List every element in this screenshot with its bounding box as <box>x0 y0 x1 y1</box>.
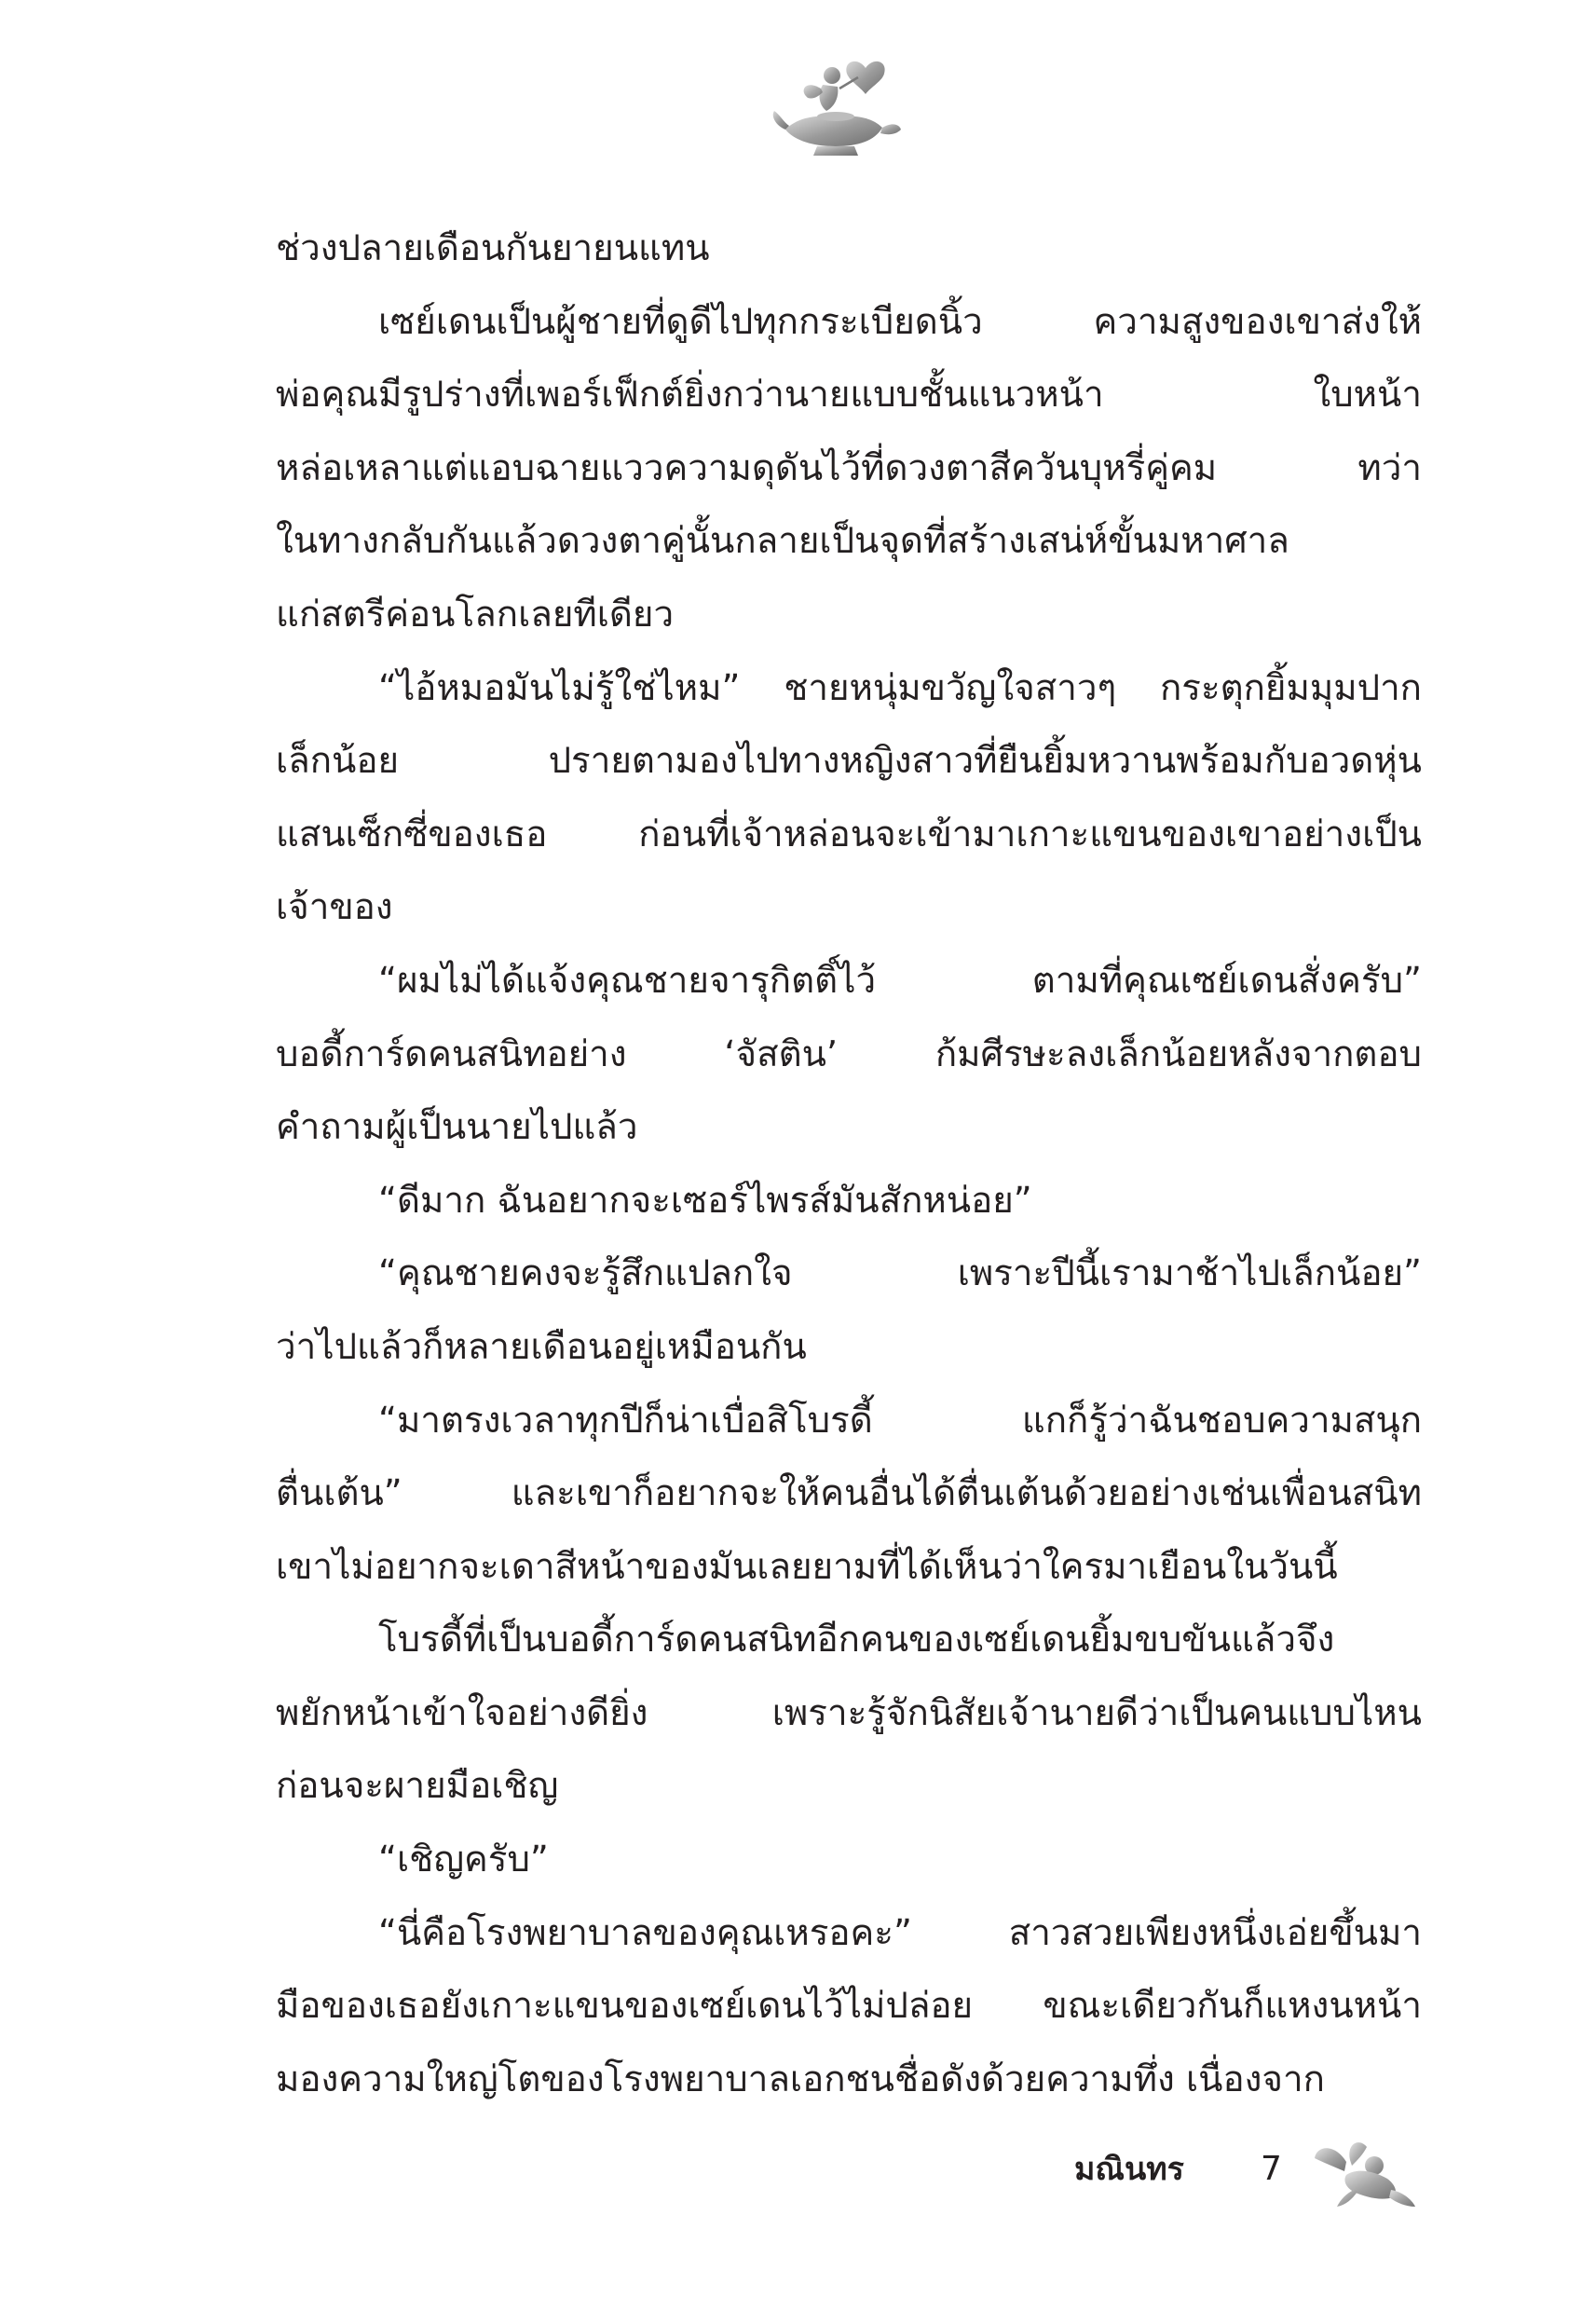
paragraph <box>276 1165 1422 1238</box>
text-line: แสนเซ็กซี่ของเธอ ก่อนที่เจ้าหล่อนจะเข้ามาเกาะแขนของเขาอย่างเป็น <box>276 813 1422 855</box>
text-line: “มาตรงเวลาทุกปีก็น่าเบื่อสิโบรดี้ แกก็รู้ว่าฉันชอบความสนุก <box>378 1399 1422 1442</box>
paragraph <box>276 1824 1422 1897</box>
cupid-teapot-ornament-icon <box>765 51 905 163</box>
text-line: ตื่นเต้น” และเขาก็อยากจะให้คนอื่นได้ตื่นเต้นด้วยอย่างเช่นเพื่อนสนิท <box>276 1472 1422 1515</box>
text-line: พยักหน้าเข้าใจอย่างดียิ่ง เพราะรู้จักนิสัยเจ้านายดีว่าเป็นคนแบบไหน <box>276 1691 1422 1734</box>
text-line: “ดีมาก ฉันอยากจะเซอร์ไพรส์มันสักหน่อย” <box>378 1179 1032 1222</box>
paragraph <box>276 1897 1422 2117</box>
text-line: เขาไม่อยากจะเดาสีหน้าของมันเลยยามที่ได้เห็นว่าใครมาเยือนในวันนี้ <box>276 1545 1338 1588</box>
text-line: “เชิญครับ” <box>378 1839 549 1881</box>
text-line: ก่อนจะผายมือเชิญ <box>276 1765 559 1808</box>
paragraph <box>276 286 1422 652</box>
text-line: “นี่คือโรงพยาบาลของคุณเหรอคะ” สาวสวยเพียงหนึ่งเอ่ยขึ้นมา <box>378 1911 1422 1954</box>
text-line: มองความใหญ่โตของโรงพยาบาลเอกชนชื่อดังด้วยความทึ่ง เนื่องจาก <box>276 2058 1325 2100</box>
text-line: “คุณชายคงจะรู้สึกแปลกใจ เพราะปีนี้เรามาช้าไปเล็กน้อย” <box>378 1252 1422 1295</box>
paragraph <box>276 1238 1422 1384</box>
text-line: โบรดี้ที่เป็นบอดี้การ์ดคนสนิทอีกคนของเซย์เดนยิ้มขบขันแล้วจึง <box>378 1619 1335 1661</box>
text-line: เล็กน้อย ปรายตามองไปทางหญิงสาวที่ยืนยิ้มหวานพร้อมกับอวดหุ่น <box>276 740 1422 783</box>
text-line: แก่สตรีค่อนโลกเลยทีเดียว <box>276 593 675 636</box>
text-line: คำถามผู้เป็นนายไปแล้ว <box>276 1106 638 1149</box>
page-number: 7 <box>1261 2150 1282 2188</box>
text-line: เจ้าของ <box>276 886 393 929</box>
paragraph <box>276 212 1422 286</box>
text-line: ในทางกลับกันแล้วดวงตาคู่นั้นกลายเป็นจุดที่สร้างเสน่ห์ขั้นมหาศาล <box>276 520 1289 563</box>
text-line: ว่าไปแล้วก็หลายเดือนอยู่เหมือนกัน <box>276 1325 807 1368</box>
text-line: ช่วงปลายเดือนกันยายนแทน <box>276 227 710 269</box>
paragraph <box>276 652 1422 945</box>
paragraph <box>276 1604 1422 1824</box>
text-line: หล่อเหลาแต่แอบฉายแววความดุดันไว้ที่ดวงตาสีควันบุหรี่คู่คม ทว่า <box>276 446 1422 489</box>
running-footer-author: มณินทร <box>1074 2151 1184 2188</box>
cupid-ornament-icon <box>1309 2134 1421 2213</box>
text-line: “ผมไม่ได้แจ้งคุณชายจารุกิตติ์ไว้ ตามที่คุณเซย์เดนสั่งครับ” <box>378 959 1422 1002</box>
chapter-body-text <box>276 212 1422 2116</box>
paragraph <box>276 945 1422 1165</box>
paragraph <box>276 1385 1422 1605</box>
text-line: “ไอ้หมอมันไม่รู้ใช่ไหม” ชายหนุ่มขวัญใจสาวๆ กระตุกยิ้มมุมปาก <box>378 666 1422 709</box>
text-line: มือของเธอยังเกาะแขนของเซย์เดนไว้ไม่ปล่อย ขณะเดียวกันก็แหงนหน้า <box>276 1985 1422 2028</box>
text-line: บอดี้การ์ดคนสนิทอย่าง ‘จัสติน’ ก้มศีรษะลงเล็กน้อยหลังจากตอบ <box>276 1032 1422 1075</box>
text-line: เซย์เดนเป็นผู้ชายที่ดูดีไปทุกกระเบียดนิ้ว ความสูงของเขาส่งให้ <box>378 300 1422 343</box>
text-line: พ่อคุณมีรูปร่างที่เพอร์เฟ็กต์ยิ่งกว่านายแบบชั้นแนวหน้า ใบหน้า <box>276 374 1422 417</box>
